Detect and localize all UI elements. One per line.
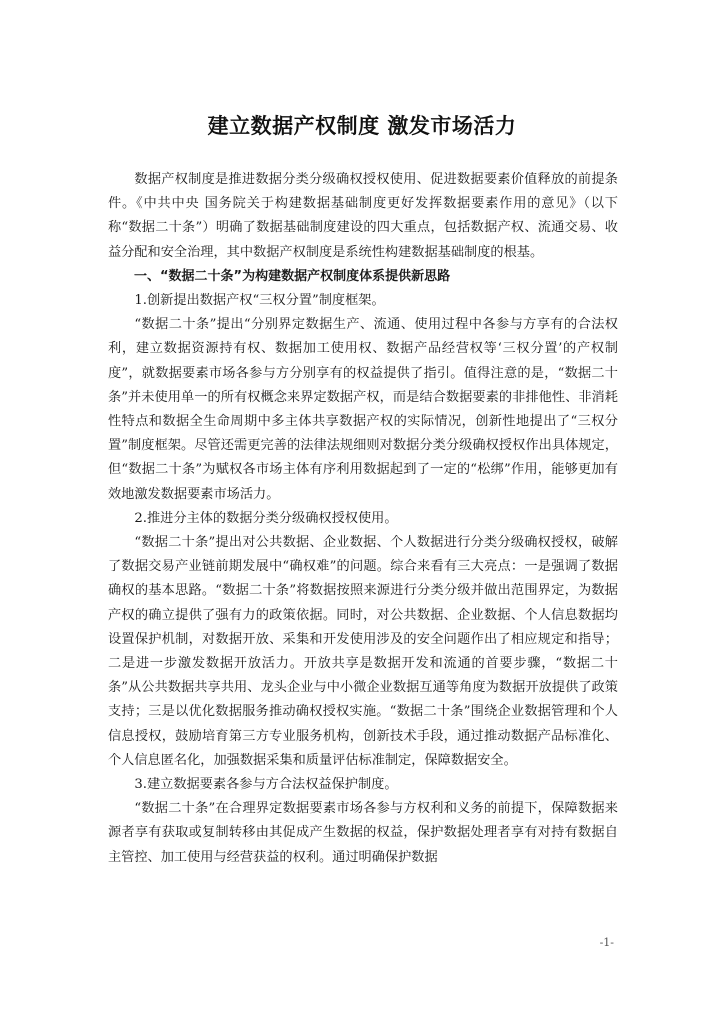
document-body	[108, 168, 618, 870]
page-number: -1-	[599, 936, 614, 949]
item2-paragraph: “数据二十条”提出对公共数据、企业数据、个人数据进行分类分级确权授权，破解了数据交易产业链前期发展中“确权难”的问题。综合来看有三大亮点：一是强调了数据确权的基本思路。“数据二十条”将数据按照来源进行分类分级并做出范围界定，为数据产权的确立提供了强有力的政策依据。同时，对公共数据、企业数据、个人信息数据均设置保护机制，对数据开放、采集和开发使用涉及的安全问题作出了相应规定和指导；二是进一步激发数据开放活力。开放共享是数据开发和流通的首要步骤，“数据二十条”从公共数据共享共用、龙头企业与中小微企业数据互通等角度为数据开放提供了政策支持；三是以优化数据服务推动确权授权实施。“数据二十条”围绕企业数据管理和个人信息授权，鼓励培育第三方专业服务机构，创新技术手段，通过推动数据产品标准化、个人信息匿名化，加强数据采集和质量评估标准制定，保障数据安全。	[108, 535, 618, 768]
item1-title: 1.创新提出数据产权“三权分置”制度框架。	[134, 293, 385, 309]
document-title: 建立数据产权制度 激发市场活力	[207, 114, 517, 138]
item3-title: 3.建立数据要素各参与方合法权益保护制度。	[134, 777, 398, 793]
item3-paragraph: “数据二十条”在合理界定数据要素市场各参与方权利和义务的前提下，保障数据来源者享有获取或复制转移由其促成产生数据的权益，保护数据处理者享有对持有数据自主管控、加工使用与经营获益的权利。通过明确保护数据	[108, 801, 618, 865]
item1-paragraph: “数据二十条”提出“分别界定数据生产、流通、使用过程中各参与方享有的合法权利，建立数据资源持有权、数据加工使用权、数据产品经营权等‘三权分置’的产权制度”，就数据要素市场各参与方分别享有的权益提供了指引。值得注意的是，“数据二十条”并未使用单一的所有权概念来界定数据产权，而是结合数据要素的非排他性、非消耗性特点和数据全生命周期中多主体共享数据产权的实际情况，创新性地提出了“三权分置”制度框架。尽管还需更完善的法律法规细则对数据分类分级确权授权作出具体规定，但“数据二十条”为赋权各市场主体有序利用数据起到了一定的“松绑”作用，能够更加有效地激发数据要素市场活力。	[108, 317, 618, 502]
section-heading: 一、“数据二十条”为构建数据产权制度体系提供新思路	[134, 268, 451, 284]
item2-title: 2.推进分主体的数据分类分级确权授权使用。	[134, 510, 398, 526]
intro-paragraph: 数据产权制度是推进数据分类分级确权授权使用、促进数据要素价值释放的前提条件。《中共中央 国务院关于构建数据基础制度更好发挥数据要素作用的意见》（以下称“数据二十条”）明确了数据基础制度建设的四大重点，包括数据产权、流通交易、收益分配和安全治理，其中数据产权制度是系统性构建数据基础制度的根基。	[108, 172, 618, 260]
